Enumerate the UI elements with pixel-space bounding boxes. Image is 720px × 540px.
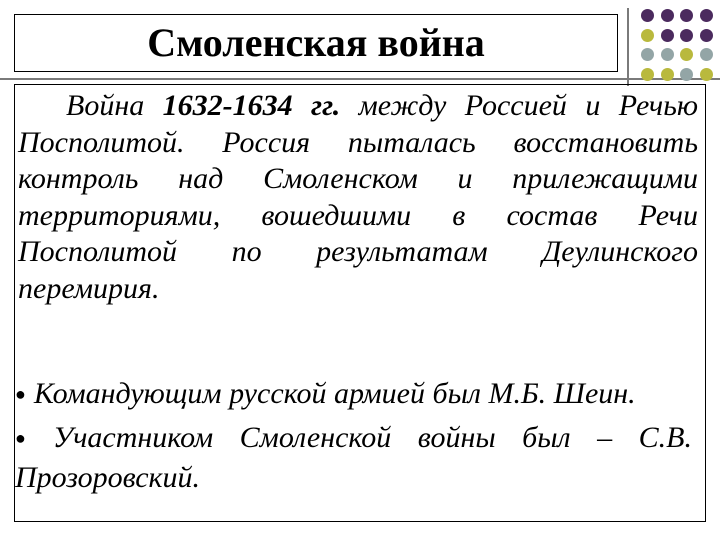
decor-dot — [680, 48, 693, 61]
bullet-item-participant — [15, 419, 692, 496]
bullet-icon: ● — [15, 383, 26, 404]
decor-dot — [641, 48, 654, 61]
horizontal-divider — [0, 78, 720, 80]
paragraph-line-1 — [18, 88, 698, 125]
line-1-post: между Россией и Речью — [340, 89, 698, 122]
line-1-pre: Война — [66, 89, 163, 122]
paragraph-line-2: Посполитой. Россия пыталась восстановить — [18, 125, 698, 159]
decor-dot — [680, 9, 693, 22]
decor-dot — [680, 68, 693, 81]
bullet-item-commander — [15, 375, 695, 415]
decor-dot — [661, 29, 674, 42]
decor-dot — [661, 9, 674, 22]
bullet-2-line-2: Прозоровский. — [15, 460, 201, 494]
vertical-divider — [627, 8, 629, 86]
decor-dot — [641, 68, 654, 81]
decor-dot — [700, 29, 713, 42]
paragraph-line-6: перемирия. — [18, 271, 160, 305]
decor-dot — [661, 48, 674, 61]
line-1-bold-dates: 1632-1634 гг. — [162, 89, 341, 122]
paragraph-line-3: контроль над Смоленском и прилежащими — [18, 162, 698, 196]
slide-title: Смоленская война — [147, 20, 485, 65]
paragraph-line-5: Посполитой по результатам Деулинского — [18, 235, 698, 269]
decor-dot — [680, 29, 693, 42]
bullet-2-line-1 — [15, 419, 692, 459]
title-box — [14, 14, 618, 72]
decor-dot — [641, 9, 654, 22]
paragraph-line-4: территориями, вошедшими в состав Речи — [18, 198, 698, 232]
decor-dot — [700, 9, 713, 22]
bullet-text: Командующим русской армией был М.Б. Шеин. — [33, 377, 636, 410]
decorative-dot-grid — [641, 9, 719, 89]
decor-dot — [641, 29, 654, 42]
decor-dot — [700, 68, 713, 81]
decor-dot — [700, 48, 713, 61]
bullet-icon: ● — [15, 427, 45, 448]
bullet-2-text: Участником Смоленской войны был – С.В. — [52, 421, 692, 454]
decor-dot — [661, 68, 674, 81]
content-box — [14, 84, 706, 522]
main-paragraph — [18, 88, 698, 308]
